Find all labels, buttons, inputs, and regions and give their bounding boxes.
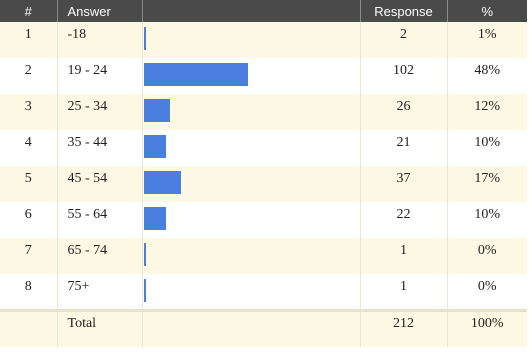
total-label: Total bbox=[57, 310, 142, 347]
column-header-answer: Answer bbox=[57, 0, 142, 22]
row-number: 8 bbox=[0, 274, 57, 310]
column-header-bar bbox=[142, 0, 360, 22]
response-bar bbox=[144, 135, 166, 158]
row-response: 37 bbox=[360, 166, 447, 202]
table-footer bbox=[0, 310, 527, 347]
table-row bbox=[0, 94, 527, 130]
row-number: 5 bbox=[0, 166, 57, 202]
column-header-percent: % bbox=[481, 3, 494, 19]
response-bar bbox=[144, 279, 146, 302]
row-bar-cell bbox=[142, 202, 360, 238]
table-row bbox=[0, 202, 527, 238]
total-bar-cell bbox=[142, 310, 360, 347]
row-answer: 55 - 64 bbox=[57, 202, 142, 238]
row-bar-cell bbox=[142, 94, 360, 130]
row-number: 1 bbox=[0, 22, 57, 58]
column-header-number: # bbox=[0, 0, 57, 22]
row-answer: 19 - 24 bbox=[57, 58, 142, 94]
row-response: 21 bbox=[360, 130, 447, 166]
table-row bbox=[0, 22, 527, 58]
total-number-cell bbox=[0, 310, 57, 347]
row-bar-cell bbox=[142, 130, 360, 166]
row-response: 26 bbox=[360, 94, 447, 130]
row-number: 2 bbox=[0, 58, 57, 94]
row-response: 1 bbox=[360, 238, 447, 274]
response-bar bbox=[144, 63, 248, 86]
table-row bbox=[0, 274, 527, 310]
row-response: 102 bbox=[360, 58, 447, 94]
response-bar bbox=[144, 171, 181, 194]
table-row bbox=[0, 166, 527, 202]
row-percent: 48% bbox=[474, 63, 501, 78]
row-response: 1 bbox=[360, 274, 447, 310]
row-answer: 35 - 44 bbox=[57, 130, 142, 166]
header-row bbox=[0, 0, 527, 22]
table-header bbox=[0, 0, 527, 22]
row-answer: 45 - 54 bbox=[57, 166, 142, 202]
total-row bbox=[0, 310, 527, 347]
row-number: 7 bbox=[0, 238, 57, 274]
row-percent: 0% bbox=[477, 243, 497, 258]
row-number: 6 bbox=[0, 202, 57, 238]
row-percent: 0% bbox=[477, 279, 497, 294]
row-answer: 65 - 74 bbox=[57, 238, 142, 274]
response-bar bbox=[144, 243, 146, 266]
row-percent: 17% bbox=[474, 171, 501, 186]
row-bar-cell bbox=[142, 166, 360, 202]
table-body bbox=[0, 22, 527, 310]
response-bar bbox=[144, 99, 170, 122]
table-row bbox=[0, 238, 527, 274]
row-number: 3 bbox=[0, 94, 57, 130]
row-percent: 12% bbox=[474, 99, 501, 114]
table-row bbox=[0, 58, 527, 94]
row-bar-cell bbox=[142, 238, 360, 274]
row-answer: 25 - 34 bbox=[57, 94, 142, 130]
row-percent: 10% bbox=[474, 207, 501, 222]
row-response: 22 bbox=[360, 202, 447, 238]
table-row bbox=[0, 130, 527, 166]
total-response: 212 bbox=[360, 310, 447, 347]
row-percent: 1% bbox=[477, 27, 497, 42]
row-number: 4 bbox=[0, 130, 57, 166]
response-bar bbox=[144, 27, 146, 50]
row-response: 2 bbox=[360, 22, 447, 58]
row-bar-cell bbox=[142, 22, 360, 58]
column-header-response: Response bbox=[360, 0, 447, 22]
row-bar-cell bbox=[142, 274, 360, 310]
row-bar-cell bbox=[142, 58, 360, 94]
row-answer: 75+ bbox=[57, 274, 142, 310]
row-percent: 10% bbox=[474, 135, 501, 150]
total-percent: 100% bbox=[447, 310, 527, 347]
row-answer: -18 bbox=[57, 22, 142, 58]
response-bar bbox=[144, 207, 166, 230]
